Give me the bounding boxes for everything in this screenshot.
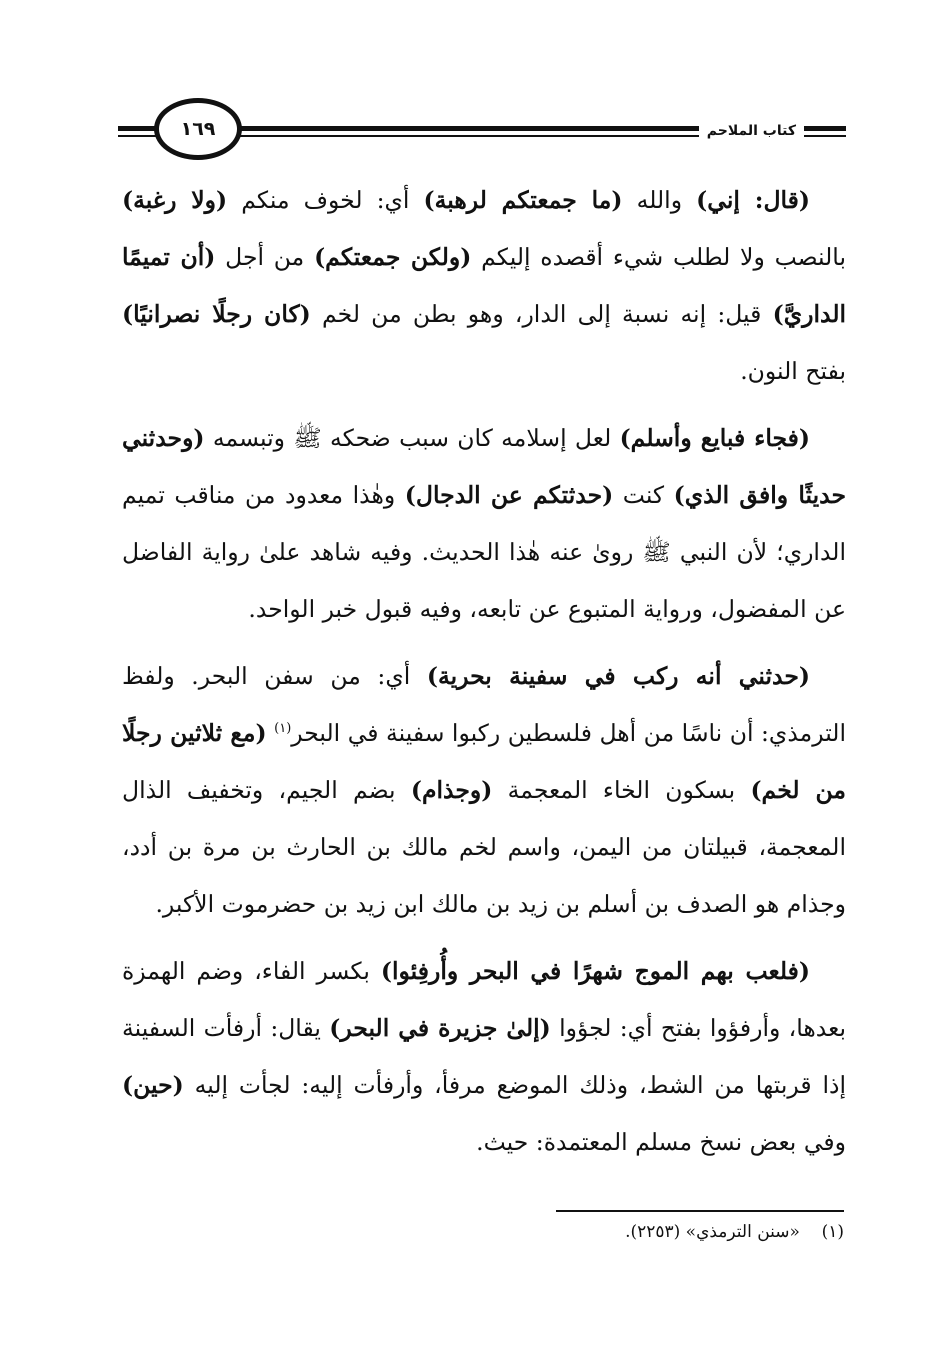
page-header xyxy=(118,96,846,176)
footnote-rule xyxy=(556,1210,844,1212)
paragraph xyxy=(122,943,846,1171)
commentary-text: قيل: إنه نسبة إلى الدار، وهو بطن من لخم xyxy=(310,300,773,328)
commentary-text: لعل إسلامه كان سبب ضحكه ﷺ وتبسمه xyxy=(204,424,620,452)
quoted-text: (مع ثلاثين رجلًا من لخم) xyxy=(122,719,846,804)
commentary-text: من أجل xyxy=(215,243,315,271)
footnote-text: «سنن الترمذي» (٢٢٥٣). xyxy=(625,1222,800,1242)
commentary-text: بسكون الخاء المعجمة xyxy=(492,776,751,804)
paragraph xyxy=(122,648,846,933)
page-number-badge xyxy=(154,98,242,160)
quoted-text: (وحدثني حديثًا وافق الذي) xyxy=(122,424,846,509)
paragraph xyxy=(122,172,846,400)
quoted-text: (أن تميمًا الداريَّ) xyxy=(122,243,847,328)
commentary-text: بكسر الفاء، وضم الهمزة بعدها، وأرفؤوا بفتح أي: لجؤوا xyxy=(122,957,846,1042)
quoted-text: (ولكن جمعتكم) xyxy=(314,243,472,271)
commentary-text: بفتح النون. xyxy=(740,357,846,385)
footnote-ref: (١) xyxy=(274,721,292,737)
quoted-text: (إلىٰ جزيرة في البحر) xyxy=(329,1014,551,1042)
quoted-text: (ما جمعتكم لرهبة) xyxy=(423,186,623,214)
quoted-text: (حين) xyxy=(122,1071,184,1099)
quoted-text: (فلعب بهم الموج شهرًا في البحر وأُرفِئوا) xyxy=(380,957,810,985)
quoted-text: (ولا رغبة) xyxy=(122,186,228,214)
commentary-text: كنت xyxy=(613,481,674,509)
commentary-text: وهٰذا معدود من مناقب تميم الداري؛ لأن النبي ﷺ روىٰ عنه هٰذا الحديث. وفيه شاهد علىٰ رواية الفاضل عن المفضول، ورواية المتبوع عن تابعه، وفيه قبول خبر الواحد. xyxy=(122,481,846,623)
quoted-text: (حدثني أنه ركب في سفينة بحرية) xyxy=(426,662,810,690)
commentary-text: أي: لخوف منكم xyxy=(227,186,424,214)
footnote-marker: (١) xyxy=(821,1222,844,1242)
commentary-text: يقال: أرفأت السفينة إذا قربتها من الشط، وذلك الموضع مرفأ، وأرفأت إليه: لجأت إليه xyxy=(122,1014,846,1099)
quoted-text: (وجذام) xyxy=(410,776,493,804)
commentary-text: والله xyxy=(622,186,697,214)
quoted-text: (كان رجلًا نصرانيًا) xyxy=(122,300,311,328)
commentary-text: بضم الجيم، وتخفيف الذال المعجمة، قبيلتان من اليمن، واسم لخم مالك بن الحارث بن مرة بن أدد، وجذام هو الصدف بن أسلم بن زيد بن مالك ابن زيد بن حضرموت الأكبر. xyxy=(122,776,846,918)
running-title: كتاب الملاحم xyxy=(699,123,804,139)
body-text xyxy=(122,172,846,1181)
page-number: ١٦٩ xyxy=(180,118,216,140)
footnote xyxy=(344,1222,844,1242)
quoted-text: (فجاء فبايع وأسلم) xyxy=(619,424,811,452)
commentary-text: وفي بعض نسخ مسلم المعتمدة: حيث. xyxy=(476,1128,846,1156)
quoted-text: (حدثتكم عن الدجال) xyxy=(404,481,614,509)
paragraph xyxy=(122,410,846,638)
commentary-text: بالنصب ولا لطلب شيء أقصده إليكم xyxy=(471,243,846,271)
quoted-text: (قال: إني) xyxy=(696,186,811,214)
commentary-text: أي: من سفن البحر. ولفظ الترمذي: أن ناسًا من أهل فلسطين ركبوا سفينة في البحر xyxy=(122,662,846,747)
